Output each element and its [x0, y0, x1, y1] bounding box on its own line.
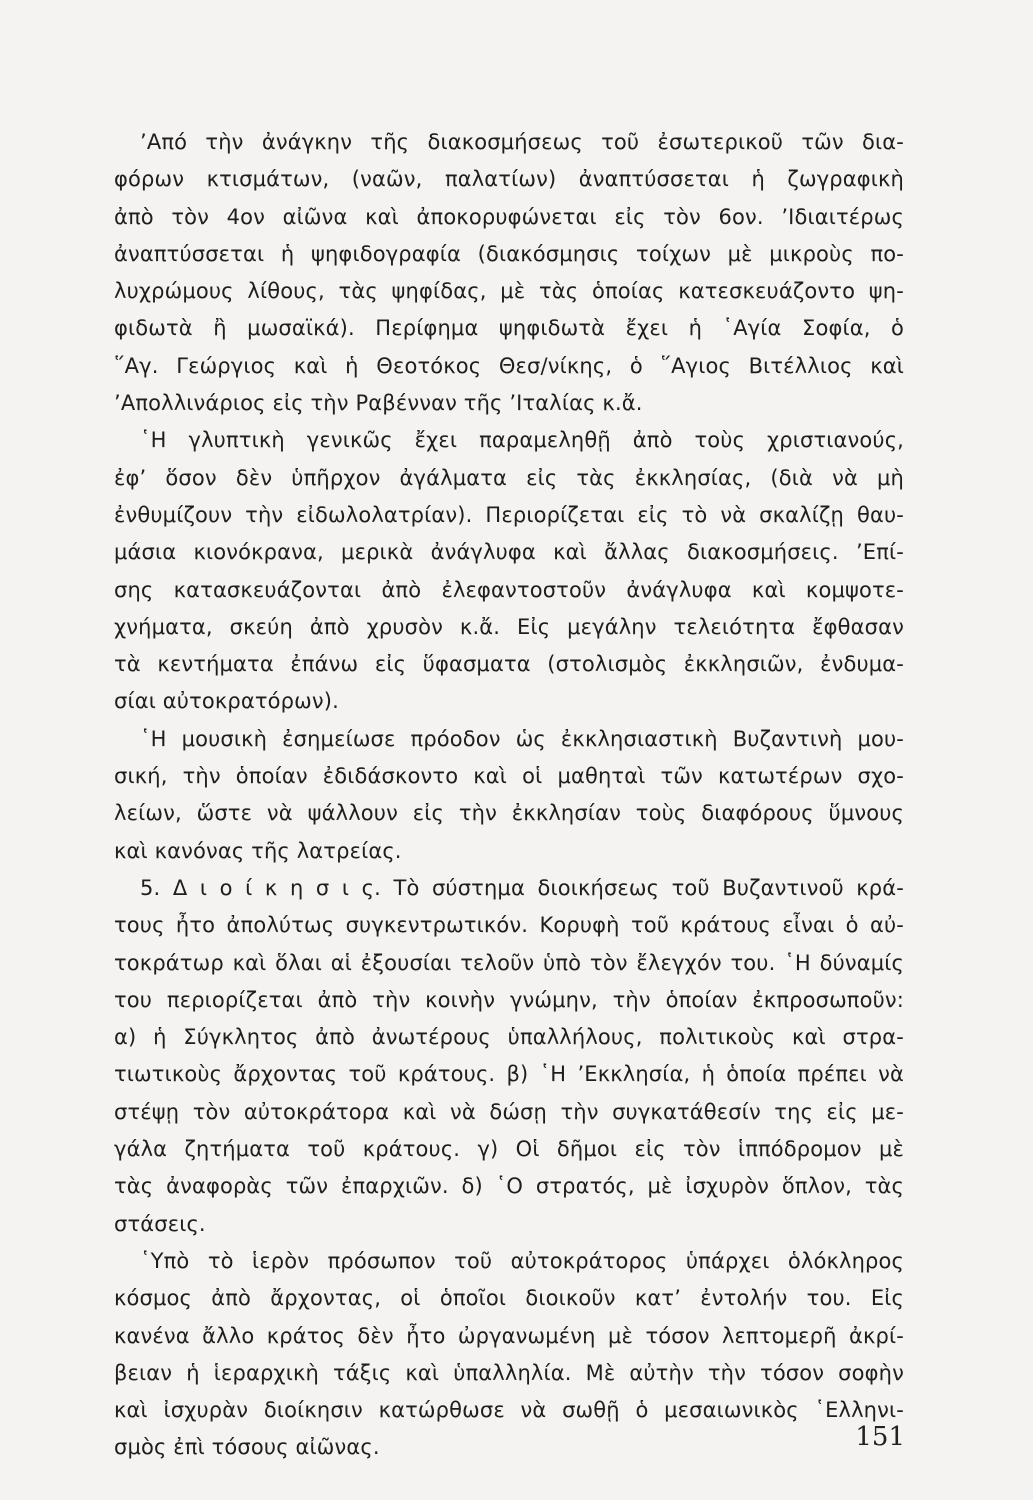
text-line: λυχρώμους λίθους, τὰς ψηφίδας, μὲ τὰς ὁποίας κατεσκευάζοντο ψη- — [114, 279, 904, 304]
page-number: 151 — [855, 1422, 905, 1452]
text-line: καὶ κανόνας τῆς λατρείας. — [114, 838, 402, 863]
text-line: φόρων κτισμάτων, (ναῶν, παλατίων) ἀναπτύσσεται ἡ ζωγραφικὴ — [114, 167, 904, 192]
text-line: καὶ ἰσχυρὰν διοίκησιν κατώρθωσε νὰ σωθῇ ὁ μεσαιωνικὸς ῾Ελληνι- — [114, 1398, 904, 1423]
text-line: στέψῃ τὸν αὐτοκράτορα καὶ νὰ δώσῃ τὴν συγκατάθεσίν της εἰς με- — [114, 1099, 904, 1124]
text-line: ἐνθυμίζουν τὴν εἰδωλολατρίαν). Περιορίζεται εἰς τὸ νὰ σκαλίζῃ θαυ- — [114, 502, 904, 527]
text-line: χνήματα, σκεύη ἀπὸ χρυσὸν κ.ἄ. Εἰς μεγάλην τελειότητα ἔφθασαν — [114, 614, 904, 639]
text-line: ἐφ’ ὅσον δὲν ὑπῆρχον ἀγάλματα εἰς τὰς ἐκκλησίας, (διὰ νὰ μὴ — [114, 465, 904, 490]
text-line: ῾Υπὸ τὸ ἱερὸν πρόσωπον τοῦ αὐτοκράτορος ὑπάρχει ὁλόκληρος — [140, 1248, 904, 1273]
text-line: σης κατασκευάζονται ἀπὸ ἐλεφαντοστοῦν ἀνάγλυφα καὶ κομψοτε- — [114, 577, 904, 602]
text-line: στάσεις. — [114, 1211, 206, 1236]
text-line: γάλα ζητήματα τοῦ κράτους. γ) Οἱ δῆμοι εἰς τὸν ἱππόδρομον μὲ — [114, 1137, 904, 1162]
text-line: σμὸς ἐπὶ τόσους αἰῶνας. — [114, 1435, 380, 1460]
text-line: ’Από τὴν ἀνάγκην τῆς διακοσμήσεως τοῦ ἐσωτερικοῦ τῶν δια- — [140, 130, 904, 154]
text-line: ’Απολλινάριος εἰς τὴν Ραβένναν τῆς ’Ιταλίας κ.ἄ. — [114, 391, 643, 416]
text-line: τοκράτωρ καὶ ὅλαι αἱ ἐξουσίαι τελοῦν ὑπὸ τὸν ἔλεγχόν του. ῾Η δύναμίς — [114, 950, 904, 975]
text-line: ῾Η γλυπτικὴ γενικῶς ἔχει παραμεληθῇ ἀπὸ τοὺς χριστιανούς, — [140, 428, 904, 453]
text-line: τους ἦτο ἀπολύτως συγκεντρωτικόν. Κορυφὴ τοῦ κράτους εἶναι ὁ αὐ- — [114, 913, 904, 938]
text-line: ῞Αγ. Γεώργιος καὶ ἡ Θεοτόκος Θεσ/νίκης, ὁ ῞Αγιος Βιτέλλιος καὶ — [114, 353, 904, 378]
text-line: τὰς ἀναφορὰς τῶν ἐπαρχιῶν. δ) ῾Ο στρατός, μὲ ἰσχυρὸν ὅπλον, τὰς — [114, 1174, 904, 1199]
text-line: ῾Η μουσικὴ ἐσημείωσε πρόοδον ὡς ἐκκλησιαστικὴ Βυζαντινὴ μου- — [140, 726, 904, 751]
text-line: σίαι αὐτοκρατόρων). — [114, 689, 339, 714]
text-line: του περιορίζεται ἀπὸ τὴν κοινὴν γνώμην, τὴν ὁποίαν ἐκπροσωποῦν: — [114, 987, 904, 1012]
text-line: μάσια κιονόκρανα, μερικὰ ἀνάγλυφα καὶ ἄλλας διακοσμήσεις. ’Επί- — [114, 540, 904, 565]
text-line: τιωτικοὺς ἄρχοντας τοῦ κράτους. β) ῾Η ’Εκκλησία, ἡ ὁποία πρέπει νὰ — [114, 1062, 904, 1087]
text-line: τὰ κεντήματα ἐπάνω εἰς ὕφασματα (στολισμὸς ἐκκλησιῶν, ἐνδυμα- — [114, 652, 904, 677]
text-line: 5. Δ ι ο ί κ η σ ι ς. Τὸ σύστημα διοικήσεως τοῦ Βυζαντινοῦ κρά- — [140, 875, 904, 900]
text-line: λείων, ὥστε νὰ ψάλλουν εἰς τὴν ἐκκλησίαν τοὺς διαφόρους ὕμνους — [114, 801, 904, 826]
text-line: σική, τὴν ὁποίαν ἐδιδάσκοντο καὶ οἱ μαθηταὶ τῶν κατωτέρων σχο- — [114, 764, 904, 789]
text-line: ἀπὸ τὸν 4ον αἰῶνα καὶ ἀποκορυφώνεται εἰς τὸν 6ον. ’Ιδιαιτέρως — [114, 204, 904, 229]
text-line: κανένα ἄλλο κράτος δὲν ἦτο ὠργανωμένη μὲ τόσον λεπτομερῆ ἀκρί- — [114, 1323, 904, 1348]
text-line: βειαν ἡ ἱεραρχικὴ τάξις καὶ ὑπαλληλία. Μὲ αὐτὴν τὴν τόσον σοφὴν — [114, 1360, 904, 1385]
text-line: ἀναπτύσσεται ἡ ψηφιδογραφία (διακόσμησις τοίχων μὲ μικροὺς πο- — [114, 241, 904, 266]
text-line: φιδωτὰ ἢ μωσαϊκά). Περίφημα ψηφιδωτὰ ἔχει ἡ ῾Αγία Σοφία, ὁ — [114, 316, 904, 341]
text-line: κόσμος ἀπὸ ἄρχοντας, οἱ ὁποῖοι διοικοῦν κατ’ ἐντολήν του. Εἰς — [114, 1286, 904, 1311]
text-line: α) ἡ Σύγκλητος ἀπὸ ἀνωτέρους ὑπαλλήλους, πολιτικοὺς καὶ στρα- — [114, 1025, 904, 1050]
body-text — [114, 124, 904, 1467]
